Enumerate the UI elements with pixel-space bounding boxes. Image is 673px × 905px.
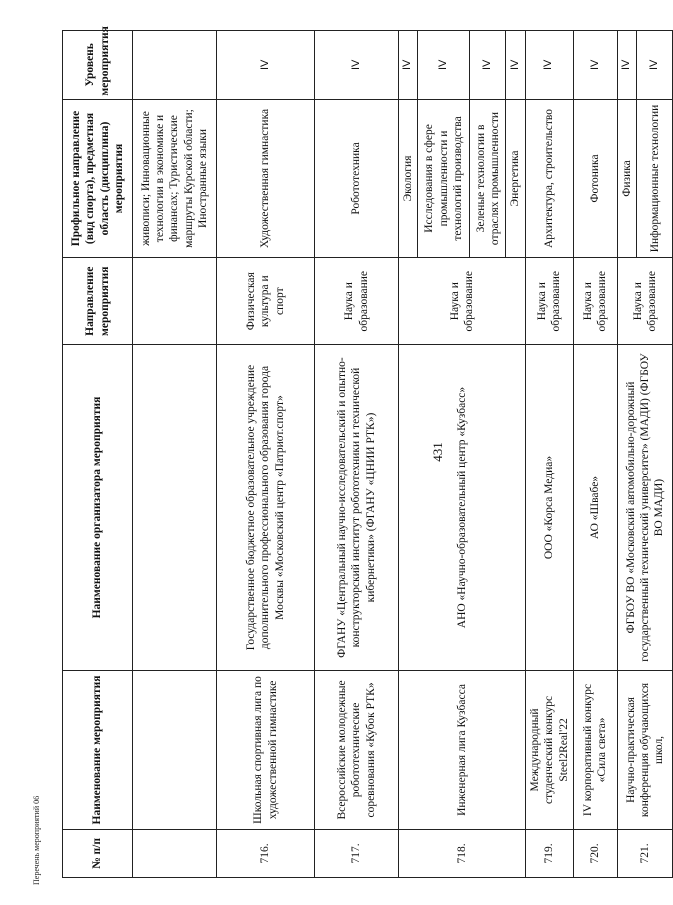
cell-profile: Исследования в сфере промышленности и технологий производства <box>418 99 470 258</box>
cell-direction: Наука и образование <box>525 258 573 345</box>
cell-organizer: ООО «Корса Медиа» <box>525 345 573 671</box>
cell-profile: Физика <box>617 99 636 258</box>
cell-name: Инженерная лига Кузбасса <box>399 671 526 830</box>
page-number: 431 <box>430 442 445 462</box>
table-row-717 <box>315 31 399 878</box>
cell-name: Научно-практическая конференция обучающихся школ, <box>617 671 672 830</box>
cell-organizer: АО «Швабе» <box>573 345 617 671</box>
cell-name: IV корпоративный конкурс «Сила света» <box>573 671 617 830</box>
header-direction: Направление мероприятия <box>63 258 133 345</box>
header-name: Наименование мероприятия <box>63 671 133 830</box>
cell-profile: Энергетика <box>506 99 525 258</box>
table-row-720 <box>573 31 617 878</box>
cell-level <box>133 31 217 100</box>
header-num: № п/п <box>63 829 133 877</box>
cell-profile: Зеленые технологии в отраслях промышленности <box>470 99 506 258</box>
cell-level: IV <box>315 31 399 100</box>
table-row-continuation <box>133 31 217 878</box>
cell-num: 721. <box>617 829 672 877</box>
header-organizer: Наименование организатора мероприятия <box>63 345 133 671</box>
cell-profile: Архитектура, строительство <box>525 99 573 258</box>
header-profile: Профильное направление (вид спорта), предметная область (дисциплина) мероприятия <box>63 99 133 258</box>
header-level: Уровень мероприятия <box>63 31 133 100</box>
cell-level: IV <box>217 31 315 100</box>
cell-direction: Наука и образование <box>617 258 672 345</box>
cell-level: IV <box>525 31 573 100</box>
cell-profile: Художественная гимнастика <box>217 99 315 258</box>
cell-profile: Экология <box>399 99 418 258</box>
cell-level: IV <box>470 31 506 100</box>
cell-num: 716. <box>217 829 315 877</box>
cell-name: Международный студенческий конкурс Steel2Real'22 <box>525 671 573 830</box>
cell-num <box>133 829 217 877</box>
cell-num: 720. <box>573 829 617 877</box>
table-row-719 <box>525 31 573 878</box>
cell-num: 717. <box>315 829 399 877</box>
table-row-721 <box>617 31 636 878</box>
events-table <box>62 26 673 878</box>
cell-organizer: АНО «Научно-образовательный центр «Кузбасс» <box>399 345 526 671</box>
cell-level: IV <box>637 31 673 100</box>
cell-organizer: ФГАНУ «Центральный научно-исследовательский и опытно-конструкторский институт робототехники и технической кибернетики» (ФГАНУ «ЦНИИ РТК») <box>315 345 399 671</box>
table-row-716 <box>217 31 315 878</box>
cell-num: 719. <box>525 829 573 877</box>
cell-name <box>133 671 217 830</box>
cell-level: IV <box>418 31 470 100</box>
cell-name: Всероссийские молодежные робототехнические соревнования «Кубок РТК» <box>315 671 399 830</box>
cell-profile: Информационные технологии <box>637 99 673 258</box>
cell-organizer <box>133 345 217 671</box>
cell-level: IV <box>399 31 418 100</box>
cell-name: Школьная спортивная лига по художественной гимнастике <box>217 671 315 830</box>
cell-profile: живописи; Инновационные технологии в экономике и финансах; Туристические маршруты Курской области; Иностранные языки <box>133 99 217 258</box>
cell-organizer: ФГБОУ ВО «Московский автомобильно-дорожный государственный технический университет» (МАДИ) (ФГБОУ ВО МАДИ) <box>617 345 672 671</box>
cell-level: IV <box>573 31 617 100</box>
cell-num: 718. <box>399 829 526 877</box>
events-table-wrapper <box>62 26 666 878</box>
cell-direction: Наука и образование <box>315 258 399 345</box>
cell-level: IV <box>617 31 636 100</box>
cell-level: IV <box>506 31 525 100</box>
footer-note: Перечень мероприятий 06 <box>32 795 41 885</box>
cell-organizer: Государственное бюджетное образовательное учреждение дополнительного профессионального образования города Москвы «Московский центр «Патриот.спорт» <box>217 345 315 671</box>
cell-direction <box>133 258 217 345</box>
table-row-718 <box>399 31 418 878</box>
cell-direction: Наука и образование <box>573 258 617 345</box>
cell-direction: Наука и образование <box>399 258 526 345</box>
cell-profile: Фотоника <box>573 99 617 258</box>
cell-profile: Робототехника <box>315 99 399 258</box>
cell-direction: Физическая культура и спорт <box>217 258 315 345</box>
table-header-row <box>63 31 133 878</box>
